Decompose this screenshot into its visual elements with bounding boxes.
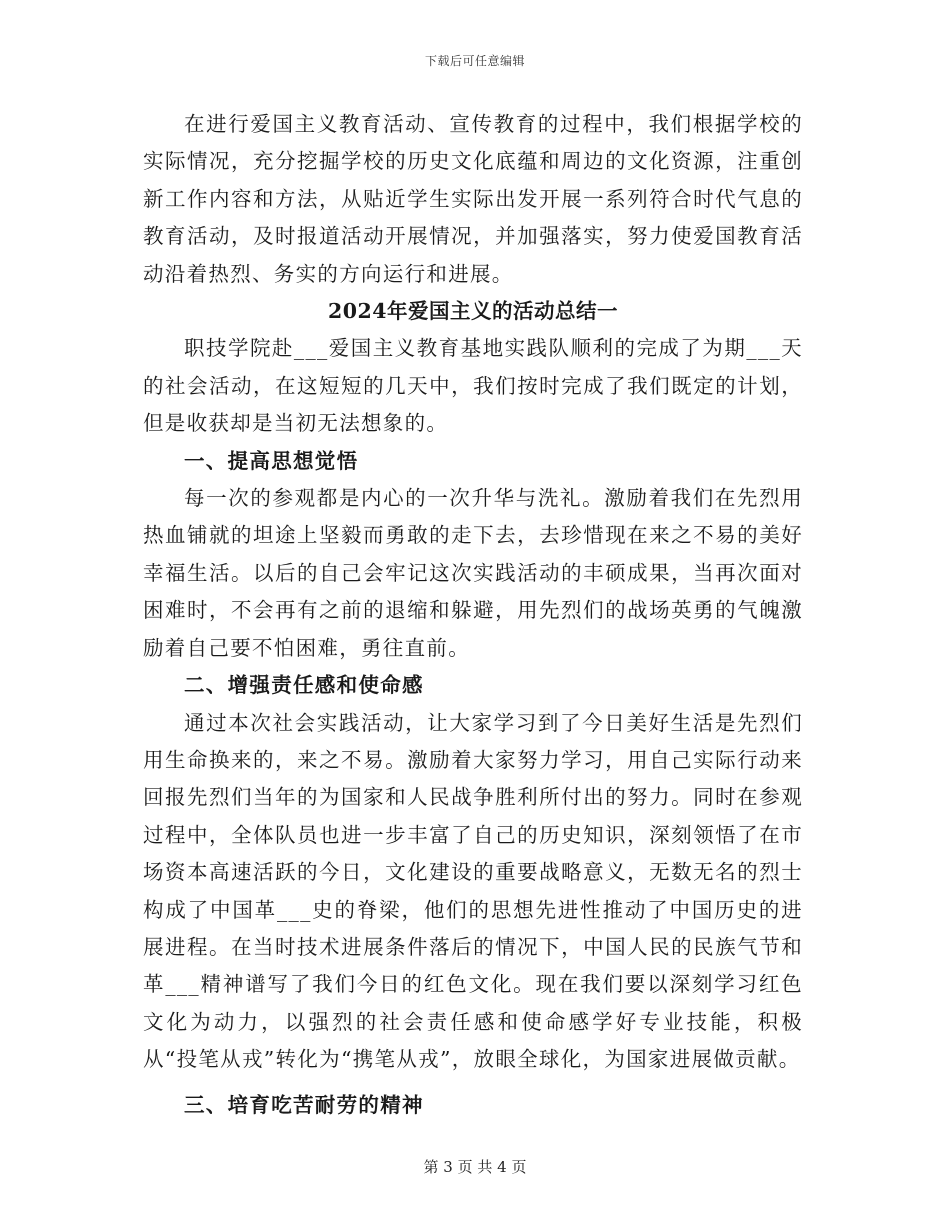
page-header-note: 下载后可任意编辑 bbox=[424, 54, 525, 68]
opening-paragraph: 职技学院赴___爱国主义教育基地实践队顺利的完成了为期___天的社会活动，在这短短的几天中，我们按时完成了我们既定的计划，但是收获却是当初无法想象的。 bbox=[143, 336, 803, 436]
section-1-paragraph: 每一次的参观都是内心的一次升华与洗礼。激励着我们在先烈用热血铺就的坦途上坚毅而勇敢的走下去，去珍惜现在来之不易的美好幸福生活。以后的自己会牢记这次实践活动的丰硕成果，当再次面对困难时，不会再有之前的退缩和躲避，用先烈们的战场英勇的气魄激励着自己要不怕困难，勇往直前。 bbox=[143, 486, 803, 660]
section-3-heading: 三、培育吃苦耐劳的精神 bbox=[184, 1092, 424, 1117]
section-2-heading: 二、增强责任感和使命感 bbox=[184, 673, 424, 698]
document-body bbox=[143, 106, 803, 1124]
intro-paragraph: 在进行爱国主义教育活动、宣传教育的过程中，我们根据学校的实际情况，充分挖掘学校的历史文化底蕴和周边的文化资源，注重创新工作内容和方法，从贴近学生实际出发开展一系列符合时代气息的教育活动，及时报道活动开展情况，并加强落实，努力使爱国教育活动沿着热烈、务实的方向运行和进展。 bbox=[143, 112, 803, 286]
page-number-footer: 第 3 页 共 4 页 bbox=[423, 1158, 527, 1176]
section-1-heading: 一、提高思想觉悟 bbox=[184, 448, 359, 473]
section-2-paragraph: 通过本次社会实践活动，让大家学习到了今日美好生活是先烈们用生命换来的，来之不易。激励着大家努力学习，用自己实际行动来回报先烈们当年的为国家和人民战争胜利所付出的努力。同时在参观过程中，全体队员也进一步丰富了自己的历史知识，深刻领悟了在市场资本高速活跃的今日，文化建设的重要战略意义，无数无名的烈士构成了中国革___史的脊梁，他们的思想先进性推动了中国历史的进展进程。在当时技术进展条件落后的情况下，中国人民的民族气节和革___精神谱写了我们今日的红色文化。现在我们要以深刻学习红色文化为动力，以强烈的社会责任感和使命感学好专业技能，积极从“投笔从戎”转化为“携笔从戎”，放眼全球化，为国家进展做贡献。 bbox=[143, 710, 803, 1072]
document-title: 2024年爱国主义的活动总结一 bbox=[327, 299, 619, 324]
